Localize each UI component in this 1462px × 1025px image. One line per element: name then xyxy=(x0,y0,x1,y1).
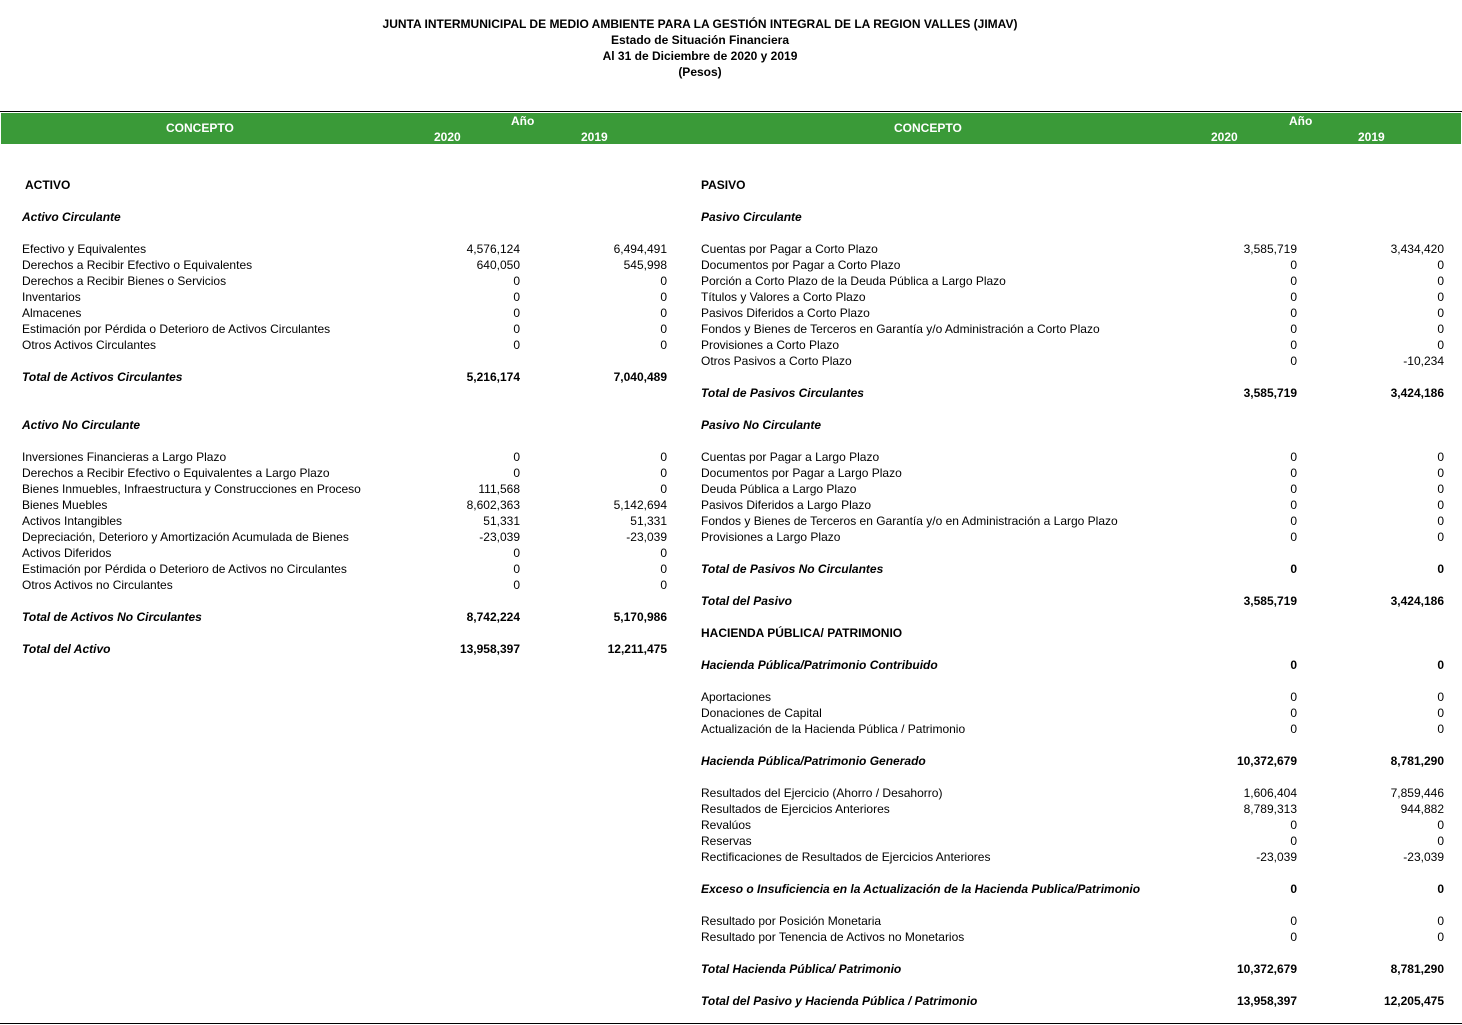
liability-row-label: Pasivo No Circulante xyxy=(701,418,822,432)
report-date: Al 31 de Diciembre de 2020 y 2019 xyxy=(602,49,798,63)
liability-row-label: Hacienda Pública/Patrimonio Generado xyxy=(701,754,926,768)
liability-value-2020: 0 xyxy=(1290,274,1297,288)
report-subtitle: Estado de Situación Financiera xyxy=(610,33,790,47)
asset-value-2019: 5,170,986 xyxy=(613,610,667,624)
asset-value-2019: 51,331 xyxy=(630,514,667,528)
liability-value-2019: 944,882 xyxy=(1400,802,1444,816)
left-concepto-header: CONCEPTO xyxy=(166,121,234,135)
liability-value-2020: 0 xyxy=(1290,882,1297,896)
liability-row-label: Pasivos Diferidos a Corto Plazo xyxy=(701,306,870,320)
liability-value-2020: 0 xyxy=(1290,834,1297,848)
asset-value-2020: -23,039 xyxy=(479,530,520,544)
asset-value-2019: 0 xyxy=(660,562,667,576)
liability-row-label: Aportaciones xyxy=(701,690,772,704)
liability-value-2020: 0 xyxy=(1290,722,1297,736)
liability-row-label: Total del Pasivo xyxy=(701,594,792,608)
asset-value-2020: 8,742,224 xyxy=(466,610,520,624)
liability-row-label: Total del Pasivo y Hacienda Pública / Patrimonio xyxy=(701,994,978,1008)
asset-row-label: Activos Intangibles xyxy=(22,514,123,528)
liability-value-2020: 3,585,719 xyxy=(1243,594,1297,608)
asset-value-2020: 51,331 xyxy=(483,514,520,528)
liability-value-2019: 0 xyxy=(1437,818,1444,832)
liability-value-2020: 0 xyxy=(1290,338,1297,352)
asset-row-label: Otros Activos Circulantes xyxy=(22,338,157,352)
liability-value-2020: 0 xyxy=(1290,930,1297,944)
asset-value-2020: 0 xyxy=(513,546,520,560)
liability-row-label: Hacienda Pública/Patrimonio Contribuido xyxy=(701,658,938,672)
right-2019-header: 2019 xyxy=(1358,130,1385,144)
liability-row-label: Títulos y Valores a Corto Plazo xyxy=(701,290,866,304)
liability-row-label: Porción a Corto Plazo de la Deuda Pública a Largo Plazo xyxy=(701,274,1006,288)
asset-row-label: Bienes Inmuebles, Infraestructura y Construcciones en Proceso xyxy=(22,482,361,496)
liability-row-label: Total de Pasivos Circulantes xyxy=(701,386,864,400)
asset-value-2020: 13,958,397 xyxy=(459,642,520,656)
liability-row-label: Resultados de Ejercicios Anteriores xyxy=(701,802,890,816)
liability-row-label: Exceso o Insuficiencia en la Actualización de la Hacienda Publica/Patrimonio xyxy=(701,882,1141,896)
asset-row-label: Derechos a Recibir Bienes o Servicios xyxy=(22,274,227,288)
liability-value-2020: 0 xyxy=(1290,306,1297,320)
liability-value-2019: -10,234 xyxy=(1403,354,1444,368)
asset-value-2019: 6,494,491 xyxy=(613,242,667,256)
liability-value-2019: -23,039 xyxy=(1403,850,1444,864)
asset-value-2019: 0 xyxy=(660,338,667,352)
asset-row-label: Activo No Circulante xyxy=(22,418,141,432)
liability-value-2019: 0 xyxy=(1437,722,1444,736)
liability-value-2019: 12,205,475 xyxy=(1383,994,1444,1008)
asset-row-label: Depreciación, Deterioro y Amortización Acumulada de Bienes xyxy=(22,530,349,544)
asset-value-2020: 0 xyxy=(513,274,520,288)
liability-value-2020: 1,606,404 xyxy=(1243,786,1297,800)
asset-row-label: Inventarios xyxy=(22,290,81,304)
asset-row-label: Efectivo y Equivalentes xyxy=(22,242,147,256)
report-title: JUNTA INTERMUNICIPAL DE MEDIO AMBIENTE PARA LA GESTIÓN INTEGRAL DE LA REGION VALLES (JIMAV) xyxy=(382,17,1018,31)
asset-row-label: Activo Circulante xyxy=(22,210,121,224)
asset-value-2020: 5,216,174 xyxy=(466,370,520,384)
left-2019-header: 2019 xyxy=(581,130,608,144)
asset-value-2019: 0 xyxy=(660,546,667,560)
asset-row-label: Total del Activo xyxy=(22,642,111,656)
liability-row-label: Provisiones a Corto Plazo xyxy=(701,338,840,352)
asset-row-label: Estimación por Pérdida o Deterioro de Activos no Circulantes xyxy=(22,562,347,576)
asset-value-2020: 640,050 xyxy=(476,258,520,272)
liability-value-2019: 0 xyxy=(1437,338,1444,352)
liability-row-label: Cuentas por Pagar a Largo Plazo xyxy=(701,450,880,464)
liability-value-2019: 0 xyxy=(1437,658,1444,672)
liability-row-label: Otros Pasivos a Corto Plazo xyxy=(701,354,852,368)
liability-value-2020: 0 xyxy=(1290,562,1297,576)
liability-value-2020: 0 xyxy=(1290,818,1297,832)
asset-row-label: Derechos a Recibir Efectivo o Equivalentes xyxy=(22,258,253,272)
liability-row-label: Fondos y Bienes de Terceros en Garantía y/o en Administración a Largo Plazo xyxy=(701,514,1118,528)
liability-value-2019: 0 xyxy=(1437,514,1444,528)
liability-value-2019: 3,424,186 xyxy=(1390,594,1444,608)
asset-value-2019: 12,211,475 xyxy=(607,642,667,656)
liability-value-2020: 0 xyxy=(1290,258,1297,272)
liability-value-2019: 0 xyxy=(1437,322,1444,336)
liability-value-2020: 0 xyxy=(1290,322,1297,336)
liability-row-label: PASIVO xyxy=(701,178,746,192)
liability-row-label: Actualización de la Hacienda Pública / Patrimonio xyxy=(701,722,966,736)
liability-row-label: Revalúos xyxy=(701,818,752,832)
asset-value-2020: 0 xyxy=(513,578,520,592)
asset-value-2019: 0 xyxy=(660,466,667,480)
asset-value-2020: 0 xyxy=(513,466,520,480)
liability-value-2020: 0 xyxy=(1290,498,1297,512)
liability-value-2019: 0 xyxy=(1437,562,1444,576)
liability-value-2019: 0 xyxy=(1437,258,1444,272)
liability-value-2020: 0 xyxy=(1290,530,1297,544)
liability-row-label: HACIENDA PÚBLICA/ PATRIMONIO xyxy=(701,626,903,640)
asset-value-2019: 0 xyxy=(660,450,667,464)
asset-row-label: Activos Diferidos xyxy=(22,546,112,560)
asset-value-2020: 4,576,124 xyxy=(466,242,520,256)
liability-value-2020: 0 xyxy=(1290,290,1297,304)
liability-row-label: Resultado por Posición Monetaria xyxy=(701,914,882,928)
liability-row-label: Pasivos Diferidos a Largo Plazo xyxy=(701,498,872,512)
liability-row-label: Provisiones a Largo Plazo xyxy=(701,530,841,544)
liability-row-label: Pasivo Circulante xyxy=(701,210,802,224)
liability-row-label: Resultado por Tenencia de Activos no Monetarios xyxy=(701,930,965,944)
asset-row-label: Inversiones Financieras a Largo Plazo xyxy=(22,450,227,464)
asset-row-label: Bienes Muebles xyxy=(22,498,108,512)
asset-value-2020: 0 xyxy=(513,306,520,320)
right-concepto-header: CONCEPTO xyxy=(894,121,962,135)
asset-row-label: Almacenes xyxy=(22,306,82,320)
asset-value-2020: 111,568 xyxy=(478,482,520,496)
liability-value-2020: 0 xyxy=(1290,450,1297,464)
liability-value-2020: 0 xyxy=(1290,658,1297,672)
asset-row-label: Derechos a Recibir Efectivo o Equivalentes a Largo Plazo xyxy=(22,466,330,480)
liability-value-2019: 0 xyxy=(1437,498,1444,512)
liability-value-2019: 0 xyxy=(1437,690,1444,704)
liability-row-label: Total Hacienda Pública/ Patrimonio xyxy=(701,962,902,976)
liability-row-label: Fondos y Bienes de Terceros en Garantía y/o Administración a Corto Plazo xyxy=(701,322,1100,336)
asset-row-label: Total de Activos Circulantes xyxy=(22,370,183,384)
asset-row-label: Otros Activos no Circulantes xyxy=(22,578,173,592)
asset-value-2020: 0 xyxy=(513,562,520,576)
liability-value-2019: 0 xyxy=(1437,530,1444,544)
asset-value-2020: 8,602,363 xyxy=(466,498,520,512)
liability-value-2020: 0 xyxy=(1290,466,1297,480)
liability-row-label: Total de Pasivos No Circulantes xyxy=(701,562,884,576)
liability-row-label: Deuda Pública a Largo Plazo xyxy=(701,482,857,496)
liability-row-label: Documentos por Pagar a Corto Plazo xyxy=(701,258,901,272)
right-anio-header: Año xyxy=(1289,114,1313,128)
header-divider xyxy=(0,111,1462,112)
asset-value-2019: 7,040,489 xyxy=(613,370,667,384)
asset-value-2019: 0 xyxy=(660,306,667,320)
report-units: (Pesos) xyxy=(678,65,722,79)
asset-value-2020: 0 xyxy=(513,290,520,304)
liability-value-2019: 8,781,290 xyxy=(1390,754,1444,768)
liability-value-2019: 0 xyxy=(1437,450,1444,464)
liability-row-label: Documentos por Pagar a Largo Plazo xyxy=(701,466,902,480)
left-anio-header: Año xyxy=(511,114,535,128)
liability-row-label: Reservas xyxy=(701,834,752,848)
liability-value-2019: 0 xyxy=(1437,482,1444,496)
asset-value-2019: 0 xyxy=(660,274,667,288)
liability-row-label: Cuentas por Pagar a Corto Plazo xyxy=(701,242,878,256)
liability-value-2019: 0 xyxy=(1437,930,1444,944)
liability-value-2020: 10,372,679 xyxy=(1236,962,1297,976)
liability-row-label: Donaciones de Capital xyxy=(701,706,822,720)
liability-value-2019: 0 xyxy=(1437,914,1444,928)
liability-value-2020: -23,039 xyxy=(1256,850,1297,864)
asset-value-2020: 0 xyxy=(513,338,520,352)
liability-value-2020: 0 xyxy=(1290,514,1297,528)
liability-value-2020: 0 xyxy=(1290,706,1297,720)
liability-value-2019: 0 xyxy=(1437,834,1444,848)
liability-value-2020: 8,789,313 xyxy=(1243,802,1297,816)
liability-value-2019: 3,424,186 xyxy=(1390,386,1444,400)
liability-value-2019: 0 xyxy=(1437,706,1444,720)
liability-value-2020: 0 xyxy=(1290,354,1297,368)
liability-value-2020: 0 xyxy=(1290,482,1297,496)
liability-row-label: Rectificaciones de Resultados de Ejercicios Anteriores xyxy=(701,850,991,864)
liability-value-2019: 7,859,446 xyxy=(1390,786,1444,800)
asset-row-label: Total de Activos No Circulantes xyxy=(22,610,202,624)
liability-value-2020: 0 xyxy=(1290,690,1297,704)
asset-value-2019: 0 xyxy=(660,290,667,304)
liability-value-2019: 0 xyxy=(1437,306,1444,320)
footer-divider xyxy=(0,1023,1462,1024)
liability-row-label: Resultados del Ejercicio (Ahorro / Desahorro) xyxy=(701,786,943,800)
asset-value-2019: 0 xyxy=(660,482,667,496)
left-2020-header: 2020 xyxy=(434,130,461,144)
right-2020-header: 2020 xyxy=(1211,130,1238,144)
liability-value-2020: 10,372,679 xyxy=(1236,754,1297,768)
asset-value-2019: 5,142,694 xyxy=(613,498,667,512)
liability-value-2019: 0 xyxy=(1437,274,1444,288)
asset-value-2020: 0 xyxy=(513,450,520,464)
asset-value-2020: 0 xyxy=(513,322,520,336)
asset-value-2019: -23,039 xyxy=(626,530,667,544)
asset-value-2019: 0 xyxy=(660,578,667,592)
liability-value-2020: 0 xyxy=(1290,914,1297,928)
asset-value-2019: 545,998 xyxy=(623,258,667,272)
asset-value-2019: 0 xyxy=(660,322,667,336)
asset-row-label: ACTIVO xyxy=(25,178,71,192)
liability-value-2019: 0 xyxy=(1437,882,1444,896)
liability-value-2020: 3,585,719 xyxy=(1243,242,1297,256)
liability-value-2020: 13,958,397 xyxy=(1236,994,1297,1008)
liability-value-2019: 0 xyxy=(1437,466,1444,480)
liability-value-2019: 8,781,290 xyxy=(1390,962,1444,976)
asset-row-label: Estimación por Pérdida o Deterioro de Activos Circulantes xyxy=(22,322,331,336)
liability-value-2019: 0 xyxy=(1437,290,1444,304)
liability-value-2019: 3,434,420 xyxy=(1390,242,1444,256)
liability-value-2020: 3,585,719 xyxy=(1243,386,1297,400)
